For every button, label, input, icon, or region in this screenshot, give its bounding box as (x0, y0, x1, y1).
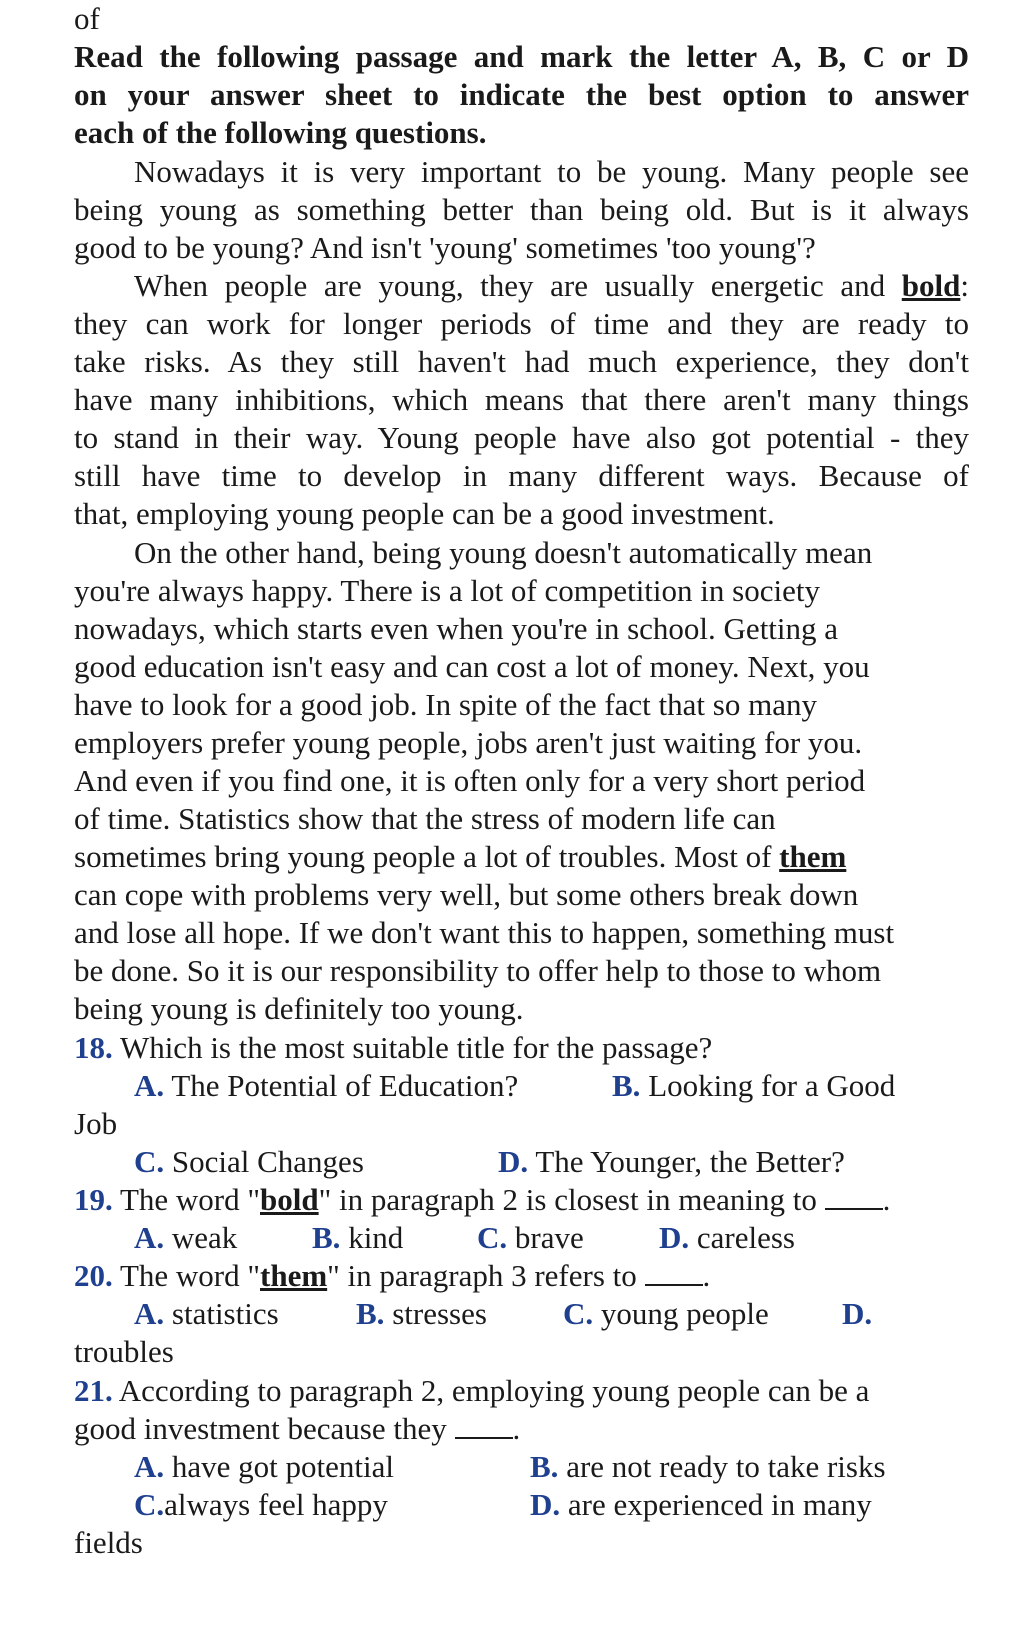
q19-text-pre: The word " (112, 1182, 260, 1217)
question-20 (74, 1257, 969, 1295)
instruction-line-3: each of the following questions. (74, 115, 487, 150)
q20-option-d-wrap: troubles (74, 1334, 174, 1369)
p3-line-3: nowadays, which starts even when you're in school. Getting a (74, 611, 839, 646)
q21-option-a[interactable] (134, 1448, 514, 1486)
option-label: C. (134, 1144, 165, 1179)
p3-line-12: be done. So it is our responsibility to offer help to those to whom (74, 953, 882, 988)
p2-line-1 (134, 267, 969, 305)
q20-word: them (260, 1258, 328, 1293)
p3-line-11: and lose all hope. If we don't want this to happen, something must (74, 915, 895, 950)
option-label: B. (312, 1220, 341, 1255)
option-text: stresses (384, 1296, 487, 1331)
top-fragment: of (74, 1, 100, 36)
option-text: are experienced in many (560, 1487, 872, 1522)
option-label: C. (477, 1220, 508, 1255)
p2-line-3: take risks. As they still haven't had much experience, they don't (74, 344, 969, 379)
question-21 (74, 1372, 969, 1410)
q20-option-c[interactable] (563, 1295, 833, 1333)
option-label: D. (530, 1487, 561, 1522)
option-text: statistics (164, 1296, 279, 1331)
p2-line-7: that, employing young people can be a good investment. (74, 496, 775, 531)
p3-line-2: you're always happy. There is a lot of competition in society (74, 573, 820, 608)
option-text: brave (507, 1220, 584, 1255)
p3-line-5: have to look for a good job. In spite of the fact that so many (74, 687, 817, 722)
q20-end: . (702, 1258, 711, 1293)
p1-line-1: Nowadays it is very important to be young. Many people see (134, 154, 969, 189)
p2-line-1-text: When people are young, they are usually energetic and (134, 268, 902, 303)
option-text: weak (164, 1220, 238, 1255)
option-label: A. (134, 1449, 165, 1484)
option-label: A. (134, 1220, 165, 1255)
p3-line-1: On the other hand, being young doesn't automatically mean (134, 535, 873, 570)
instruction-line-2: on your answer sheet to indicate the best option to answer (74, 77, 969, 112)
p3-line-10: can cope with problems very well, but some others break down (74, 877, 859, 912)
q19-option-c[interactable] (477, 1219, 657, 1257)
q21-text: According to paragraph 2, employing young people can be a (112, 1373, 870, 1408)
option-label: D. (498, 1144, 529, 1179)
q20-option-a[interactable] (134, 1295, 344, 1333)
q19-end: . (882, 1182, 891, 1217)
q18-option-d[interactable] (498, 1143, 968, 1181)
question-18 (74, 1029, 969, 1067)
q19-option-b[interactable] (312, 1219, 472, 1257)
q18-number: 18. (74, 1030, 113, 1065)
option-label: B. (356, 1296, 385, 1331)
q18-option-b[interactable] (612, 1067, 972, 1105)
q21-number: 21. (74, 1373, 113, 1408)
q18-option-b-wrap: Job (74, 1106, 118, 1141)
q21-option-c[interactable] (134, 1486, 514, 1524)
option-label: D. (659, 1220, 690, 1255)
p3-line-9 (74, 838, 969, 876)
option-label: A. (134, 1068, 165, 1103)
option-text: young people (593, 1296, 769, 1331)
answer-blank (455, 1413, 513, 1439)
q20-number: 20. (74, 1258, 113, 1293)
option-text: Social Changes (164, 1144, 364, 1179)
q19-number: 19. (74, 1182, 113, 1217)
q20-option-d[interactable] (842, 1295, 902, 1333)
option-text: careless (689, 1220, 795, 1255)
option-label: B. (612, 1068, 641, 1103)
instruction-line-1: Read the following passage and mark the letter A, B, C or D (74, 39, 969, 74)
q19-word: bold (260, 1182, 319, 1217)
p2-line-4: have many inhibitions, which means that there aren't many things (74, 382, 969, 417)
option-text: The Younger, the Better? (528, 1144, 845, 1179)
p2-colon: : (960, 268, 969, 303)
answer-blank (825, 1184, 883, 1210)
option-text: are not ready to take risks (558, 1449, 886, 1484)
p2-line-5: to stand in their way. Young people have also got potential - they (74, 420, 969, 455)
p2-line-2: they can work for longer periods of time and they are ready to (74, 306, 969, 341)
q21-option-d[interactable] (530, 1486, 970, 1524)
q20-text-post: " in paragraph 3 refers to (327, 1258, 645, 1293)
q21-end: . (512, 1411, 521, 1446)
p3-line-7: And even if you find one, it is often only for a very short period (74, 763, 866, 798)
option-text: always feel happy (164, 1487, 388, 1522)
option-text: Looking for a Good (640, 1068, 896, 1103)
option-text: The Potential of Education? (164, 1068, 519, 1103)
them-word: them (779, 839, 847, 874)
p3-line-4: good education isn't easy and can cost a lot of money. Next, you (74, 649, 870, 684)
q21-text-2: good investment because they (74, 1411, 455, 1446)
option-label: D. (842, 1296, 873, 1331)
q19-text-post: " in paragraph 2 is closest in meaning to (318, 1182, 825, 1217)
option-label: A. (134, 1296, 165, 1331)
p1-line-2: being young as something better than being old. But is it always (74, 192, 969, 227)
q19-option-a[interactable] (134, 1219, 304, 1257)
option-label: B. (530, 1449, 559, 1484)
q21-option-b[interactable] (530, 1448, 970, 1486)
p3-line-13: being young is definitely too young. (74, 991, 524, 1026)
option-label: C. (563, 1296, 594, 1331)
option-label: C. (134, 1487, 165, 1522)
q21-option-d-wrap: fields (74, 1525, 143, 1560)
question-19 (74, 1181, 969, 1219)
p3-line-6: employers prefer young people, jobs aren't just waiting for you. (74, 725, 863, 760)
p3-line-8: of time. Statistics show that the stress of modern life can (74, 801, 776, 836)
question-21-line-2 (74, 1410, 969, 1448)
q20-text-pre: The word " (112, 1258, 260, 1293)
option-text: have got potential (164, 1449, 394, 1484)
bold-word: bold (901, 268, 961, 303)
q19-option-d[interactable] (659, 1219, 959, 1257)
q20-option-b[interactable] (356, 1295, 556, 1333)
p1-line-3: good to be young? And isn't 'young' sometimes 'too young'? (74, 230, 816, 265)
q18-text: Which is the most suitable title for the passage? (112, 1030, 713, 1065)
option-text: kind (340, 1220, 404, 1255)
p3-line-9-text: sometimes bring young people a lot of troubles. Most of (74, 839, 780, 874)
p2-line-6: still have time to develop in many different ways. Because of (74, 458, 969, 493)
answer-blank (645, 1260, 703, 1286)
